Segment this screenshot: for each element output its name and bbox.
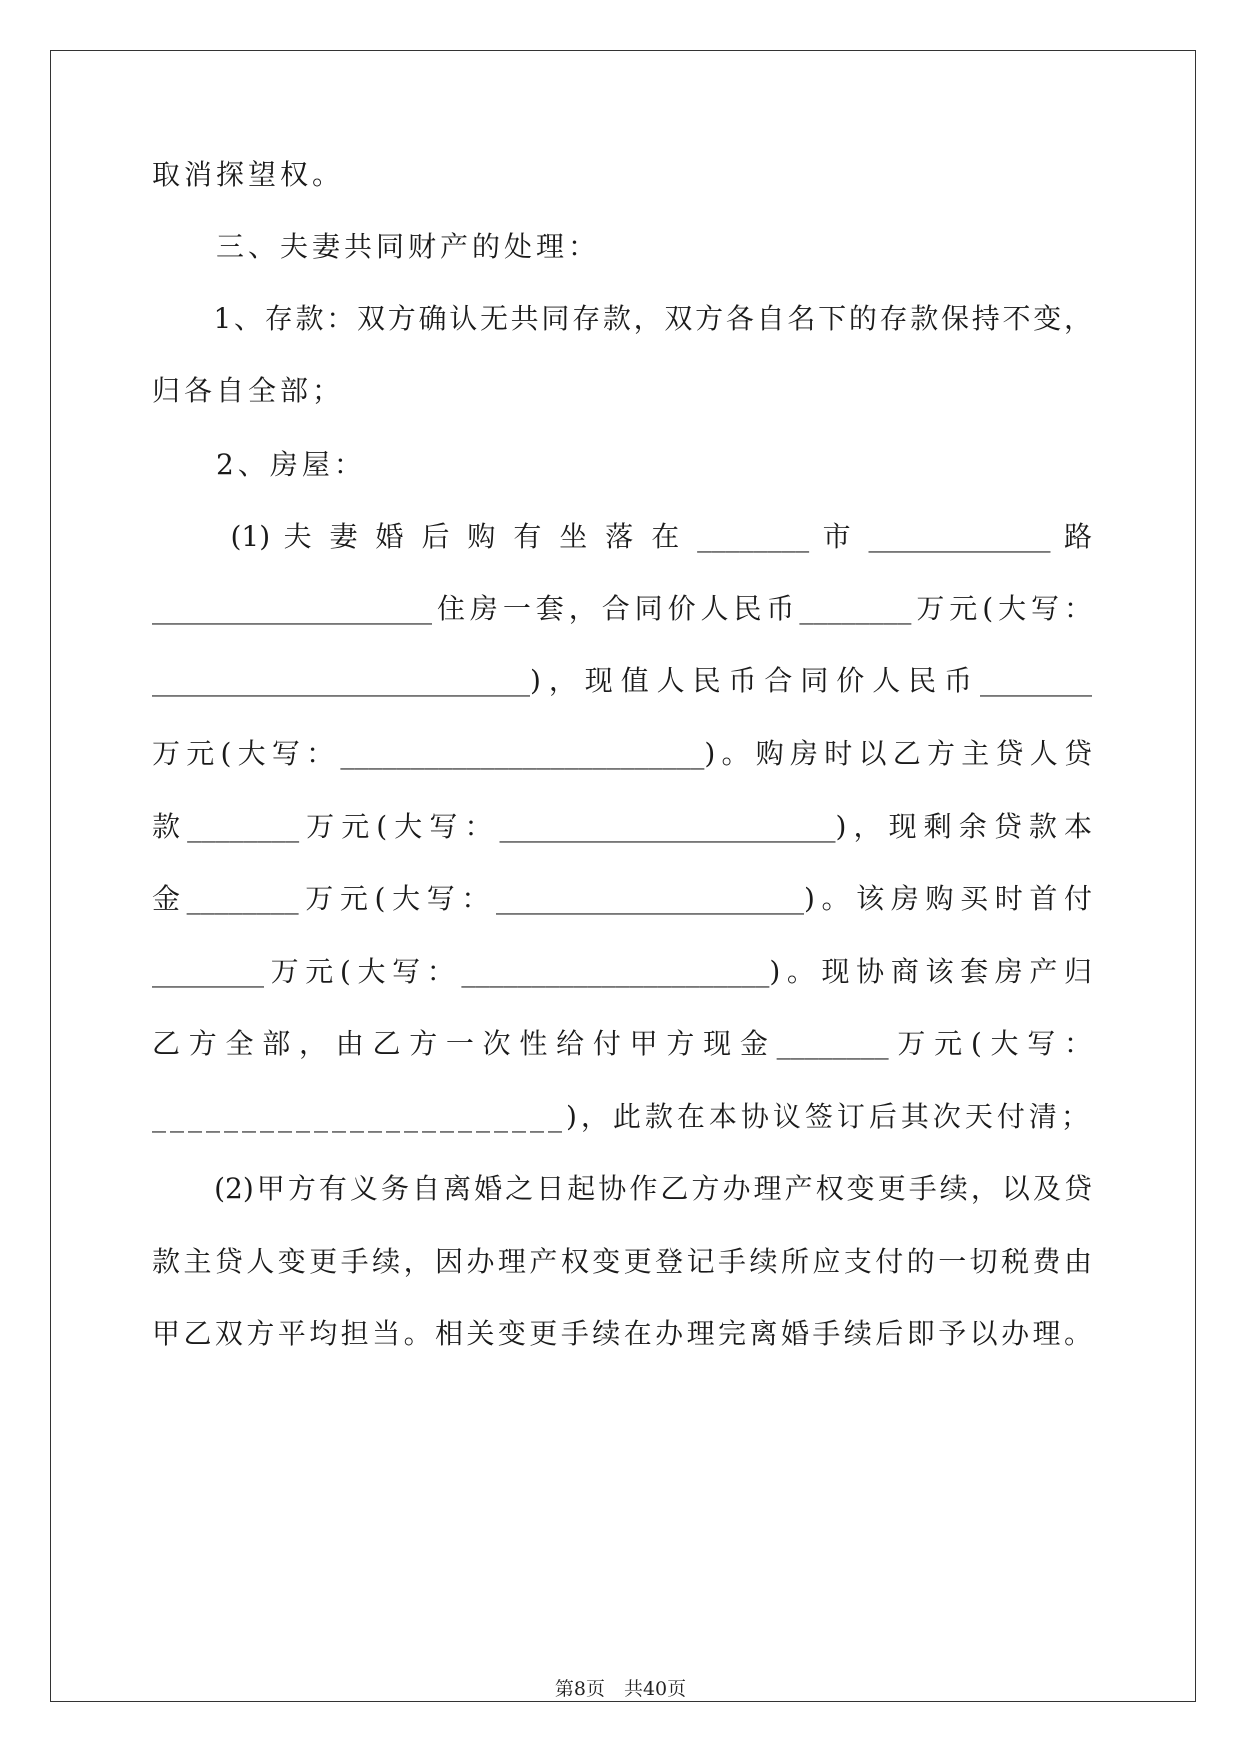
text-line: 金________万元(大写：______________________)。该房购买时首付 — [152, 882, 1092, 915]
section-heading: 三、夫妻共同财产的处理： — [152, 230, 601, 263]
text-line: 乙方全部，由乙方一次性给付甲方现金________万元(大写： — [152, 1027, 1092, 1060]
text-line: 款主贷人变更手续，因办理产权变更登记手续所应支付的一切税费由 — [152, 1245, 1092, 1278]
text-line: 2、房屋： — [152, 448, 366, 481]
text-line: 取消探望权。 — [152, 158, 345, 191]
text-line: 万元(大写：__________________________)。购房时以乙方主贷人贷 — [152, 737, 1092, 770]
text-line: 1、存款：双方确认无共同存款，双方各自名下的存款保持不变， — [152, 302, 1092, 335]
text-line: ________万元(大写：______________________)。现协商该套房产归 — [152, 955, 1092, 988]
page-border — [50, 50, 1196, 1702]
text-line: 甲乙双方平均担当。相关变更手续在办理完离婚手续后即予以办理。 — [152, 1317, 1092, 1350]
text-line: _______________________)，此款在本协议签订后其次天付清； — [152, 1100, 1093, 1133]
page-number: 第8页 共40页 — [554, 1678, 687, 1700]
text-line: 归各自全部； — [152, 374, 345, 407]
text-line: ____________________住房一套，合同价人民币________万元(大写： — [152, 592, 1092, 625]
text-line: 款________万元(大写：________________________)，现剩余贷款本 — [152, 810, 1092, 843]
text-line: (2)甲方有义务自离婚之日起协作乙方办理产权变更手续，以及贷 — [152, 1172, 1092, 1205]
text-line: (1) 夫 妻 婚 后 购 有 坐 落 在 ________ 市 _____________ 路 — [152, 520, 1092, 553]
text-line: ___________________________)，现值人民币合同价人民币________ — [152, 664, 1092, 697]
